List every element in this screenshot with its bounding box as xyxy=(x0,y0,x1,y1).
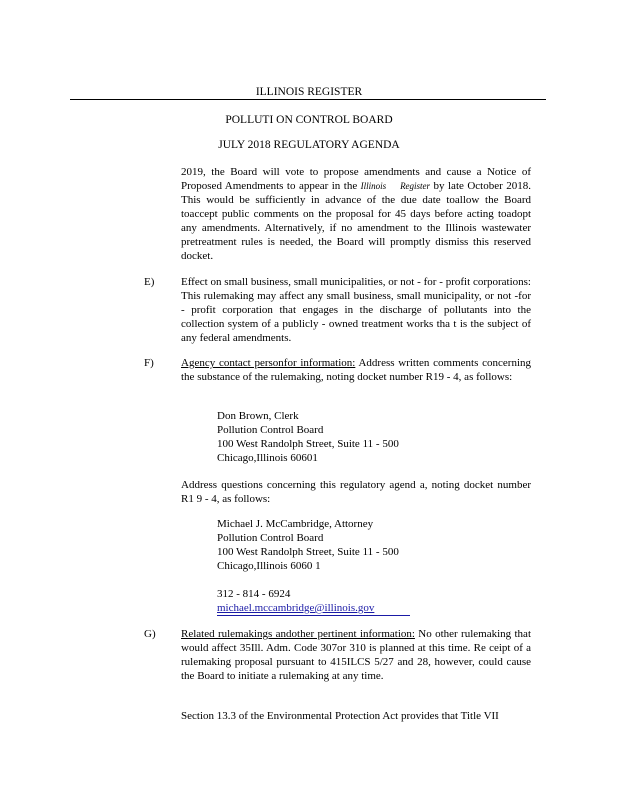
continuation-paragraph xyxy=(181,165,531,263)
email-link[interactable]: michael.mccambridge@illinois.gov xyxy=(217,602,375,614)
board-title: POLLUTI ON CONTROL BOARD xyxy=(225,114,393,126)
contact2-org: Pollution Control Board xyxy=(217,532,324,544)
section-g-heading: Related rulemakings andother pertinent information: xyxy=(181,628,415,640)
section-g-text2: Section 13.3 of the Environmental Protection Act provides that Title VII xyxy=(181,710,499,722)
contact2-phone: 312 - 814 - 6924 xyxy=(217,588,291,600)
continuation-text-post: by late October 2018. This would be sufficiently in advance of the due date toallow the Board toaccept public comments on the proposal for 45 days before acting toadopt any amendments. Alternatively, if no amendment to the Illinois wastewater pretreatment rules is needed, the Board will promptly dismiss this reserved docket. xyxy=(181,180,531,262)
contact1-street: 100 West Randolph Street, Suite 11 - 500 xyxy=(217,438,399,450)
section-e-paragraph xyxy=(181,275,531,345)
section-g-text: No other rulemaking that would affect 35Ill. Adm. Code 307or 310 is planned at this time. Re ceipt of a rulemaking proposal pursuant to 415ILCS 5/27 and 28, however, could cause the Board to initiate a rulemaking at any time. xyxy=(181,628,531,682)
section-g-paragraph xyxy=(181,627,531,683)
section-f-heading: Agency contact personfor information: xyxy=(181,357,356,369)
agenda-title: JULY 2018 REGULATORY AGENDA xyxy=(218,139,400,151)
continuation-text-pre: 2019, the Board will vote to propose amendments and cause a Notice of Proposed Amendments to appear in the xyxy=(181,166,531,192)
section-e-text: Effect on small business, small municipalities, or not - for - profit corporations: This rulemaking may affect any small business, small municipality, or not -for - profit corporation that engages in the discharge of pollutants into the collection system of a publicly - owned treatment works tha t is the subject of any federal amendments. xyxy=(181,276,531,344)
section-g-paragraph-2 xyxy=(181,709,531,723)
register-title: ILLINOIS REGISTER xyxy=(255,86,363,98)
contact-address-clerk xyxy=(217,409,399,465)
italic-illinois: Illinois xyxy=(360,181,387,191)
section-f-label: F) xyxy=(144,357,154,369)
contact2-name: Michael J. McCambridge, Attorney xyxy=(217,518,374,530)
section-f-text: Address written comments concerning the substance of the rulemaking, noting docket number R19 - 4, as follows: xyxy=(181,357,531,383)
section-f-paragraph xyxy=(181,356,531,384)
italic-register: Register xyxy=(400,181,431,191)
contact1-city: Chicago,Illinois 60601 xyxy=(217,452,318,464)
contact2-street: 100 West Randolph Street, Suite 11 - 500 xyxy=(217,546,399,558)
header-rule xyxy=(70,99,546,100)
section-g-label: G) xyxy=(144,628,156,640)
section-f-paragraph-2 xyxy=(181,478,531,506)
contact-address-attorney xyxy=(217,517,410,616)
section-e-label: E) xyxy=(144,276,155,288)
contact1-org: Pollution Control Board xyxy=(217,424,324,436)
section-f-text2: Address questions concerning this regulatory agend a, noting docket number R1 9 - 4, as follows: xyxy=(181,479,531,505)
contact2-city: Chicago,Illinois 6060 1 xyxy=(217,560,321,572)
contact1-name: Don Brown, Clerk xyxy=(217,410,299,422)
